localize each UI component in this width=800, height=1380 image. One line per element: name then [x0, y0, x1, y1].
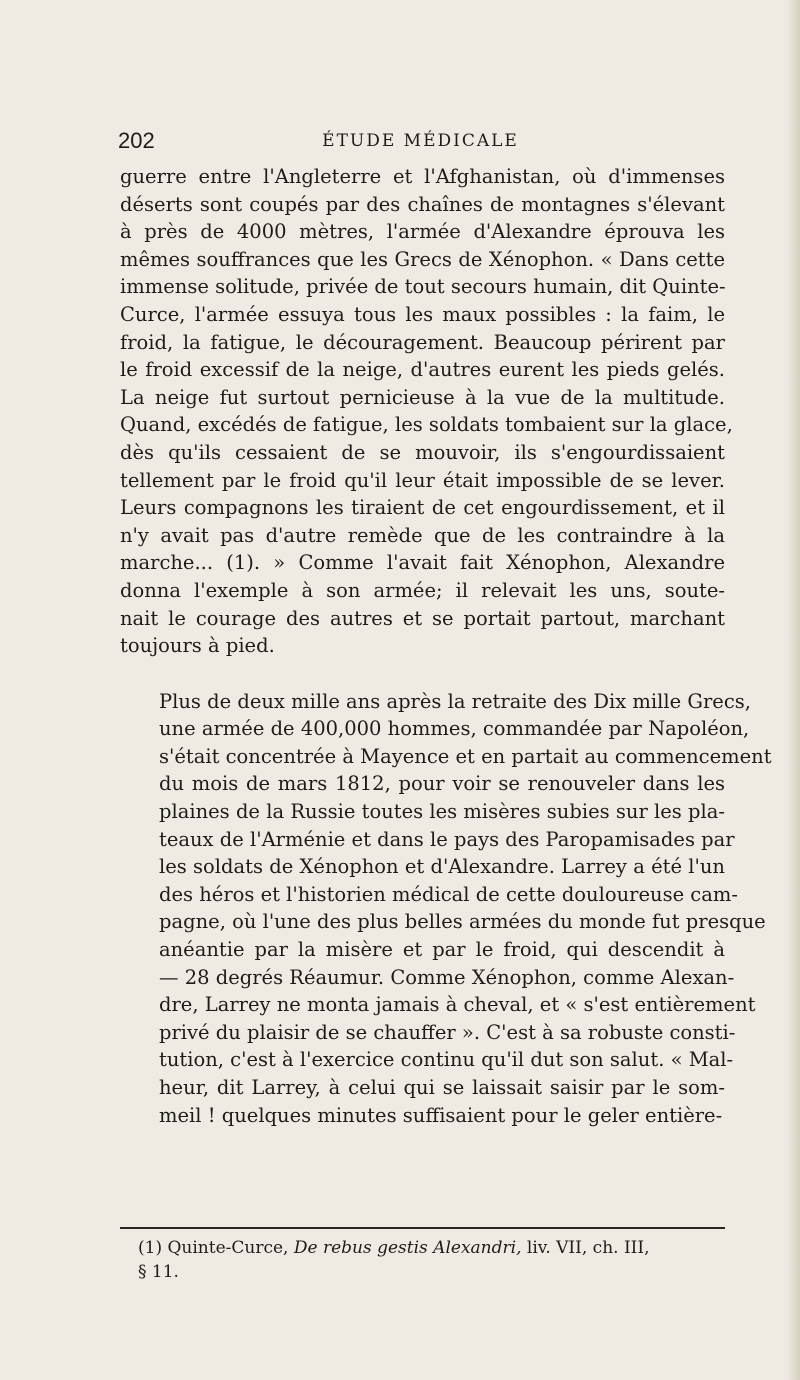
text-line: s'était concentrée à Mayence et en partait au commencement: [159, 744, 772, 768]
text-line: froid, la fatigue, le découragement. Beaucoup périrent par: [120, 330, 725, 354]
text-line: teaux de l'Arménie et dans le pays des Paropamisades par: [159, 827, 735, 851]
text-line: donna l'exemple à son armée; il relevait les uns, soute-: [120, 578, 725, 602]
paragraph-2: [120, 688, 772, 1130]
text-line: mêmes souffrances que les Grecs de Xénophon. « Dans cette: [120, 247, 725, 271]
text-line: pagne, où l'une des plus belles armées du monde fut presque: [159, 910, 766, 934]
text-line: privé du plaisir de se chauffer ». C'est à sa robuste consti-: [159, 1020, 736, 1044]
text-line: à près de 4000 mètres, l'armée d'Alexandre éprouva les: [120, 220, 725, 244]
text-line: plaines de la Russie toutes les misères subies sur les pla-: [159, 800, 725, 824]
text-line: Curce, l'armée essuya tous les maux possibles : la faim, le: [120, 302, 725, 326]
running-title: ÉTUDE MÉDICALE: [322, 131, 519, 151]
text-line: immense solitude, privée de tout secours humain, dit Quinte-: [120, 275, 726, 299]
footnote-marker: (1) Quinte-Curce,: [138, 1238, 294, 1258]
text-line: du mois de mars 1812, pour voir se renouveler dans les: [159, 772, 725, 796]
text-line: déserts sont coupés par des chaînes de montagnes s'élevant: [120, 192, 725, 216]
text-line: les soldats de Xénophon et d'Alexandre. Larrey a été l'un: [159, 855, 725, 879]
page-edge-shadow: [786, 0, 800, 1380]
text-line: tution, c'est à l'exercice continu qu'il dut son salut. « Mal-: [159, 1048, 734, 1072]
footnote: [138, 1236, 728, 1284]
body-text: [120, 163, 772, 1129]
text-line: heur, dit Larrey, à celui qui se laissait saisir par le som-: [159, 1076, 725, 1099]
text-line: toujours à pied.: [120, 634, 275, 658]
text-line: Leurs compagnons les tiraient de cet engourdissement, et il: [120, 496, 725, 520]
text-line: La neige fut surtout pernicieuse à la vue de la multitude.: [120, 385, 725, 409]
text-line: dre, Larrey ne monta jamais à cheval, et « s'est entièrement: [159, 993, 756, 1017]
text-line: marche... (1). » Comme l'avait fait Xénophon, Alexandre: [120, 551, 725, 575]
text-line: dès qu'ils cessaient de se mouvoir, ils s'engourdissaient: [120, 440, 725, 464]
text-line: — 28 degrés Réaumur. Comme Xénophon, comme Alexan-: [159, 965, 735, 989]
text-line: meil ! quelques minutes suffisaient pour le geler entière-: [159, 1103, 723, 1127]
footnote-line-1: [138, 1236, 728, 1260]
text-line: des héros et l'historien médical de cette douloureuse cam-: [159, 882, 738, 906]
text-line: Plus de deux mille ans après la retraite des Dix mille Grecs,: [159, 689, 751, 713]
footnote-reference: liv. VII, ch. III,: [521, 1238, 650, 1258]
text-line: anéantie par la misère et par le froid, qui descendit à: [159, 938, 725, 962]
text-line: Quand, excédés de fatigue, les soldats tombaient sur la glace,: [120, 413, 733, 437]
text-line: n'y avait pas d'autre remède que de les contraindre à la: [120, 523, 725, 547]
paragraph-1: [120, 163, 733, 660]
text-line: le froid excessif de la neige, d'autres eurent les pieds gelés.: [120, 358, 725, 382]
text-line: nait le courage des autres et se portait partout, marchant: [120, 606, 725, 630]
text-line: tellement par le froid qu'il leur était impossible de se lever.: [120, 468, 725, 492]
footnote-line-2: § 11.: [138, 1262, 179, 1282]
page-number: 202: [118, 128, 155, 153]
footnote-title: De rebus gestis Alexandri,: [293, 1238, 522, 1258]
text-line: guerre entre l'Angleterre et l'Afghanistan, où d'immenses: [120, 165, 725, 188]
footnote-rule: [120, 1227, 725, 1229]
running-header: [118, 128, 723, 158]
text-line: une armée de 400,000 hommes, commandée par Napoléon,: [159, 717, 750, 741]
